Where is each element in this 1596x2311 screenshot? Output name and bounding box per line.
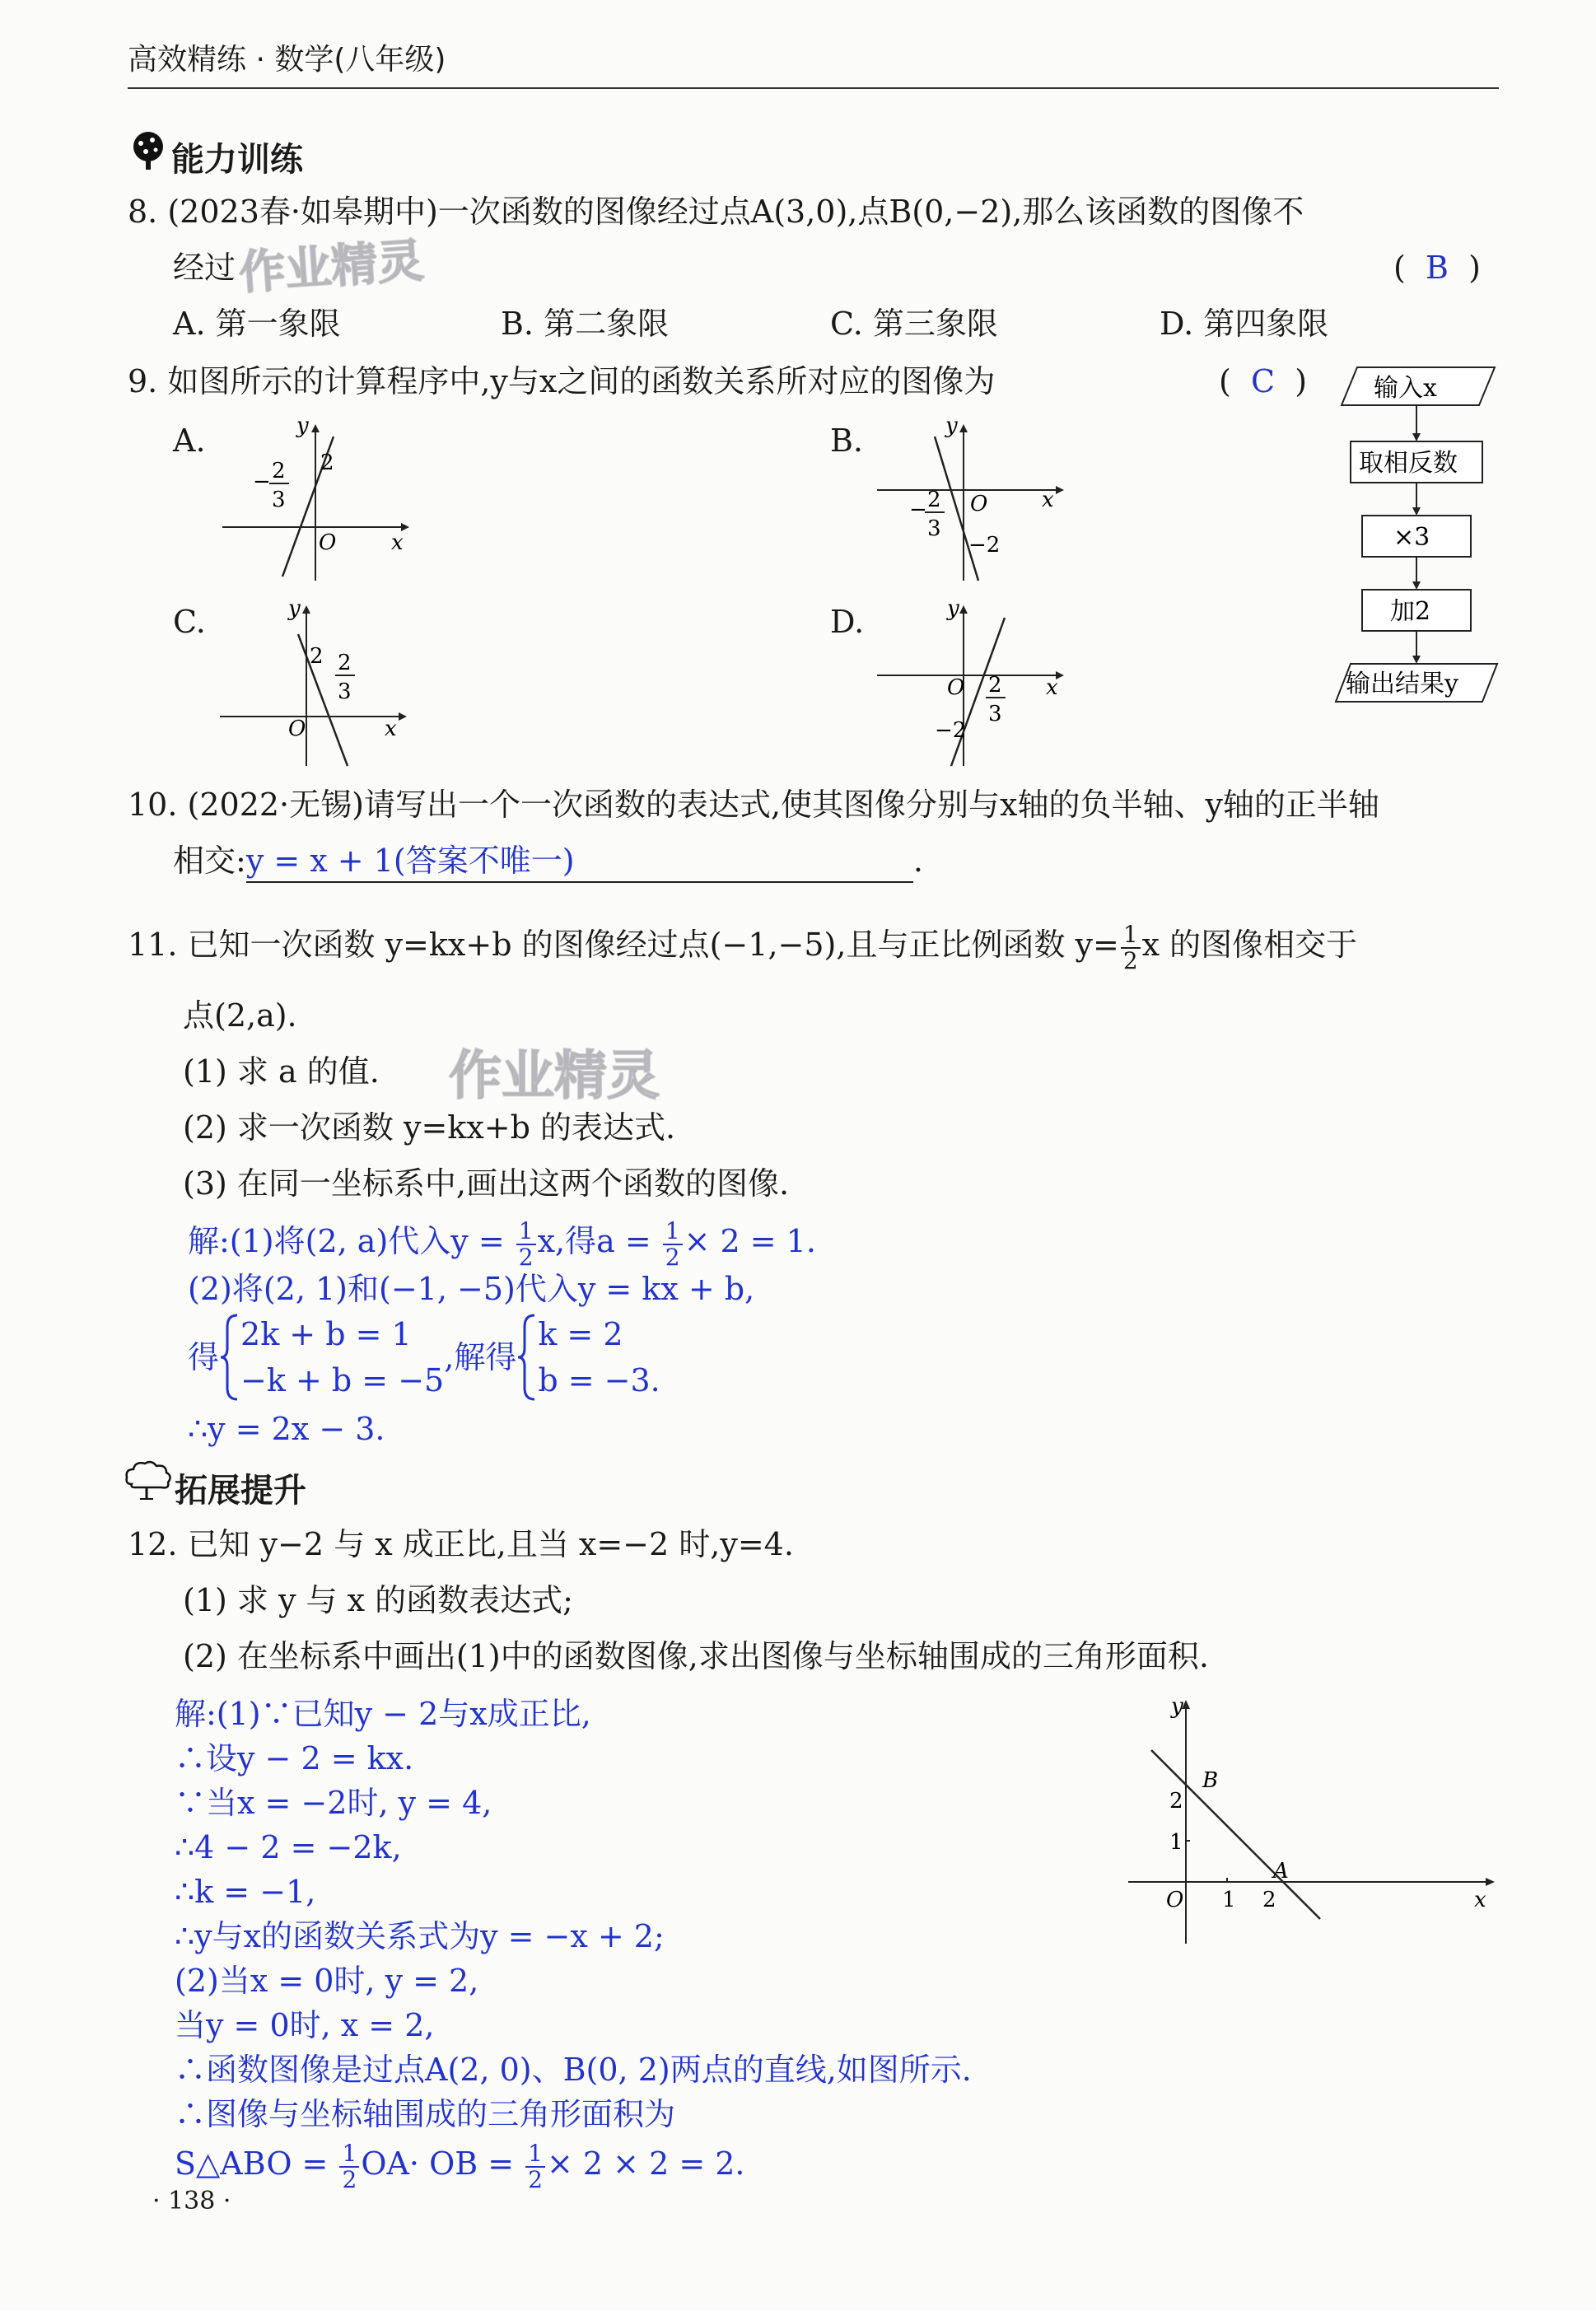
q9-answer-bracket: ( C ) xyxy=(1219,363,1308,399)
x-label: x xyxy=(1042,488,1054,512)
q8-option-c: C. 第三象限 xyxy=(830,306,998,342)
graph-b xyxy=(873,416,1071,589)
flow-add2-text: 加2 xyxy=(1390,597,1431,626)
q11-stem-cont: 点(2,a). xyxy=(183,997,297,1034)
q12-solution-line: ∴k = −1, xyxy=(175,1874,316,1910)
tree-icon xyxy=(128,130,169,171)
flow-input-text: 输入x xyxy=(1374,374,1437,403)
x-intercept-den: 3 xyxy=(272,488,286,512)
origin-label: O xyxy=(319,530,337,555)
y-intercept-label: 2 xyxy=(310,644,324,669)
flow-arrowhead xyxy=(1412,433,1421,441)
q12-solution-line: ∴函数图像是过点A(2, 0)、B(0, 2)两点的直线,如图所示. xyxy=(175,2052,972,2088)
q11-part-2: (2) 求一次函数 y=kx+b 的表达式. xyxy=(183,1109,676,1146)
q8-stem: 8. (2023春·如皋期中)一次函数的图像经过点A(3,0),点B(0,−2),那么该函数的图像不 xyxy=(128,194,1304,230)
origin-label: O xyxy=(947,675,965,700)
q11-stem: 11. 已知一次函数 y=kx+b 的图像经过点(−1,−5),且与正比例函数 y= $\frac{1}{2}$ x 的图像相交于 xyxy=(128,920,1358,974)
y-label: y xyxy=(296,416,309,438)
x-axis-arrow xyxy=(1056,486,1064,494)
x-label: x xyxy=(1474,1888,1486,1912)
point-b-label: B xyxy=(1202,1768,1219,1793)
x-label: x xyxy=(391,530,404,555)
page-header-title: 高效精练 · 数学(八年级) xyxy=(128,43,446,77)
q8-answer-bracket: ( B ) xyxy=(1393,250,1481,286)
x-intercept-den: 3 xyxy=(988,702,1002,726)
q12-area-line: S△ABO = $\frac{1}{2}$ OA· OB = $\frac{1}{2}$ × 2 × 2 = 2. xyxy=(175,2139,745,2193)
y-axis-arrow xyxy=(302,605,310,614)
flow-times3-text: ×3 xyxy=(1393,523,1430,552)
q9-option-d-label: D. xyxy=(830,604,865,640)
q12-graph xyxy=(1120,1688,1503,1952)
left-brace-icon xyxy=(516,1312,538,1403)
y-axis-arrow xyxy=(311,424,320,432)
q8-option-a: A. 第一象限 xyxy=(173,306,341,342)
q9-stem: 9. 如图所示的计算程序中,y与x之间的函数关系所对应的图像为 xyxy=(128,363,996,399)
x-intercept-den: 3 xyxy=(338,679,352,704)
q10-stem: 10. (2022·无锡)请写出一个一次函数的表达式,使其图像分别与x轴的负半轴、y轴的正半轴 xyxy=(128,787,1379,823)
header-rule xyxy=(128,87,1499,89)
q8-stem-cont: 经过 xyxy=(173,250,236,286)
q12-stem: 12. 已知 y−2 与 x 成正比,且当 x=−2 时,y=4. xyxy=(128,1526,794,1562)
q12-solution-line: 当y = 0时, x = 2, xyxy=(175,2007,435,2043)
origin-label: O xyxy=(970,492,988,516)
y-label: y xyxy=(288,597,301,621)
y-tick-label-2: 2 xyxy=(1169,1789,1183,1814)
graph-a xyxy=(218,416,416,589)
cloud-tree-icon xyxy=(124,1459,173,1501)
q8-answer: B xyxy=(1425,250,1449,286)
flow-negate-text: 取相反数 xyxy=(1359,449,1458,478)
flow-arrowhead xyxy=(1412,507,1421,516)
q12-solution-line: ∵当x = −2时, y = 4, xyxy=(175,1785,492,1821)
y-axis-arrow xyxy=(959,424,968,432)
flow-arrowhead xyxy=(1412,581,1421,590)
section-title-extension: 拓展提升 xyxy=(175,1472,306,1510)
x-label: x xyxy=(1046,675,1058,700)
q10-answer: y = x + 1(答案不唯一) xyxy=(246,840,913,883)
x-axis-arrow xyxy=(1486,1878,1495,1886)
q10-period: . xyxy=(912,843,923,879)
q12-solution-line: ∴y与x的函数关系式为y = −x + 2; xyxy=(175,1918,665,1954)
q11-part-1: (1) 求 a 的值. xyxy=(183,1053,380,1090)
y-intercept-label: 2 xyxy=(320,451,334,475)
y-intercept-label: −2 xyxy=(935,718,967,743)
watermark: 作业精灵 xyxy=(449,1046,660,1107)
x-tick-label-2: 2 xyxy=(1262,1888,1276,1912)
x-intercept-num: 2 xyxy=(988,673,1002,698)
origin-label: O xyxy=(288,717,306,741)
y-tick-label-1: 1 xyxy=(1169,1830,1183,1855)
q11-fraction: $\frac{1}{2}$ xyxy=(1121,922,1141,973)
q10-answer-line xyxy=(173,840,923,883)
q11-part-3: (3) 在同一坐标系中,画出这两个函数的图像. xyxy=(183,1165,790,1202)
section-title-ability: 能力训练 xyxy=(171,141,303,179)
y-label: y xyxy=(1171,1694,1183,1719)
flowchart xyxy=(1334,362,1499,708)
watermark: 作业精灵 xyxy=(237,234,426,301)
y-label: y xyxy=(947,597,959,621)
q12-part-1: (1) 求 y 与 x 的函数表达式; xyxy=(183,1582,573,1618)
origin-label: O xyxy=(1166,1888,1184,1912)
y-label: y xyxy=(945,416,958,438)
x-tick-label-1: 1 xyxy=(1222,1888,1236,1912)
x-intercept-num: 2 xyxy=(927,488,941,512)
point-a-label: A xyxy=(1273,1859,1289,1884)
q9-option-b-label: B. xyxy=(830,423,864,459)
x-label: x xyxy=(385,717,397,741)
x-axis-arrow xyxy=(399,712,407,721)
x-intercept-den: 3 xyxy=(927,516,941,541)
q8-option-b: B. 第二象限 xyxy=(501,306,670,342)
q10-stem-cont: 相交: xyxy=(173,843,246,879)
q11-sol-fraction: $\frac{1}{2}$ xyxy=(663,1219,683,1270)
graph-d xyxy=(873,597,1071,770)
q8-option-d: D. 第四象限 xyxy=(1160,306,1329,342)
q12-solution-line: ∴图像与坐标轴围成的三角形面积为 xyxy=(175,2096,676,2132)
q11-solution-2: (2)将(2, 1)和(−1, −5)代入y = kx + b, xyxy=(188,1271,755,1307)
q12-solution-line: 解:(1)∵已知y − 2与x成正比, xyxy=(175,1696,591,1732)
q12-half-fraction: $\frac{1}{2}$ xyxy=(339,2141,359,2192)
y-axis-arrow xyxy=(959,605,968,614)
q11-sol-fraction: $\frac{1}{2}$ xyxy=(516,1219,536,1270)
q12-solution-line: (2)当x = 0时, y = 2, xyxy=(175,1963,479,1999)
q11-solution-system: 得 2k + b = 1 −k + b = −5 ,解得 k = 2 b = −3. xyxy=(188,1311,660,1405)
q12-solution-line: ∴4 − 2 = −2k, xyxy=(175,1829,402,1865)
flow-arrowhead xyxy=(1412,656,1421,664)
left-brace-icon xyxy=(219,1312,240,1403)
x-intercept-num: 2 xyxy=(338,651,352,675)
q11-solution-3: ∴y = 2x − 3. xyxy=(188,1411,385,1447)
q12-half-fraction: $\frac{1}{2}$ xyxy=(525,2141,545,2192)
q12-part-2: (2) 在坐标系中画出(1)中的函数图像,求出图像与坐标轴围成的三角形面积. xyxy=(183,1638,1209,1674)
x-intercept-sign: − xyxy=(909,497,927,522)
x-intercept-num: 2 xyxy=(272,459,286,483)
q9-option-c-label: C. xyxy=(173,604,206,640)
q9-option-a-label: A. xyxy=(173,423,206,459)
graph-c xyxy=(216,597,413,770)
q11-solution-1: 解:(1)将(2, a)代入y = $\frac{1}{2}$ x,得a = $\frac{1}{2}$ × 2 = 1. xyxy=(188,1216,816,1271)
flow-output-text: 输出结果y xyxy=(1346,670,1458,698)
x-intercept-sign: − xyxy=(253,469,271,494)
page-number: · 138 · xyxy=(152,2187,231,2215)
y-intercept-label: −2 xyxy=(968,533,1001,558)
q9-answer: C xyxy=(1250,363,1276,399)
q12-solution-line: ∴设y − 2 = kx. xyxy=(175,1740,414,1776)
